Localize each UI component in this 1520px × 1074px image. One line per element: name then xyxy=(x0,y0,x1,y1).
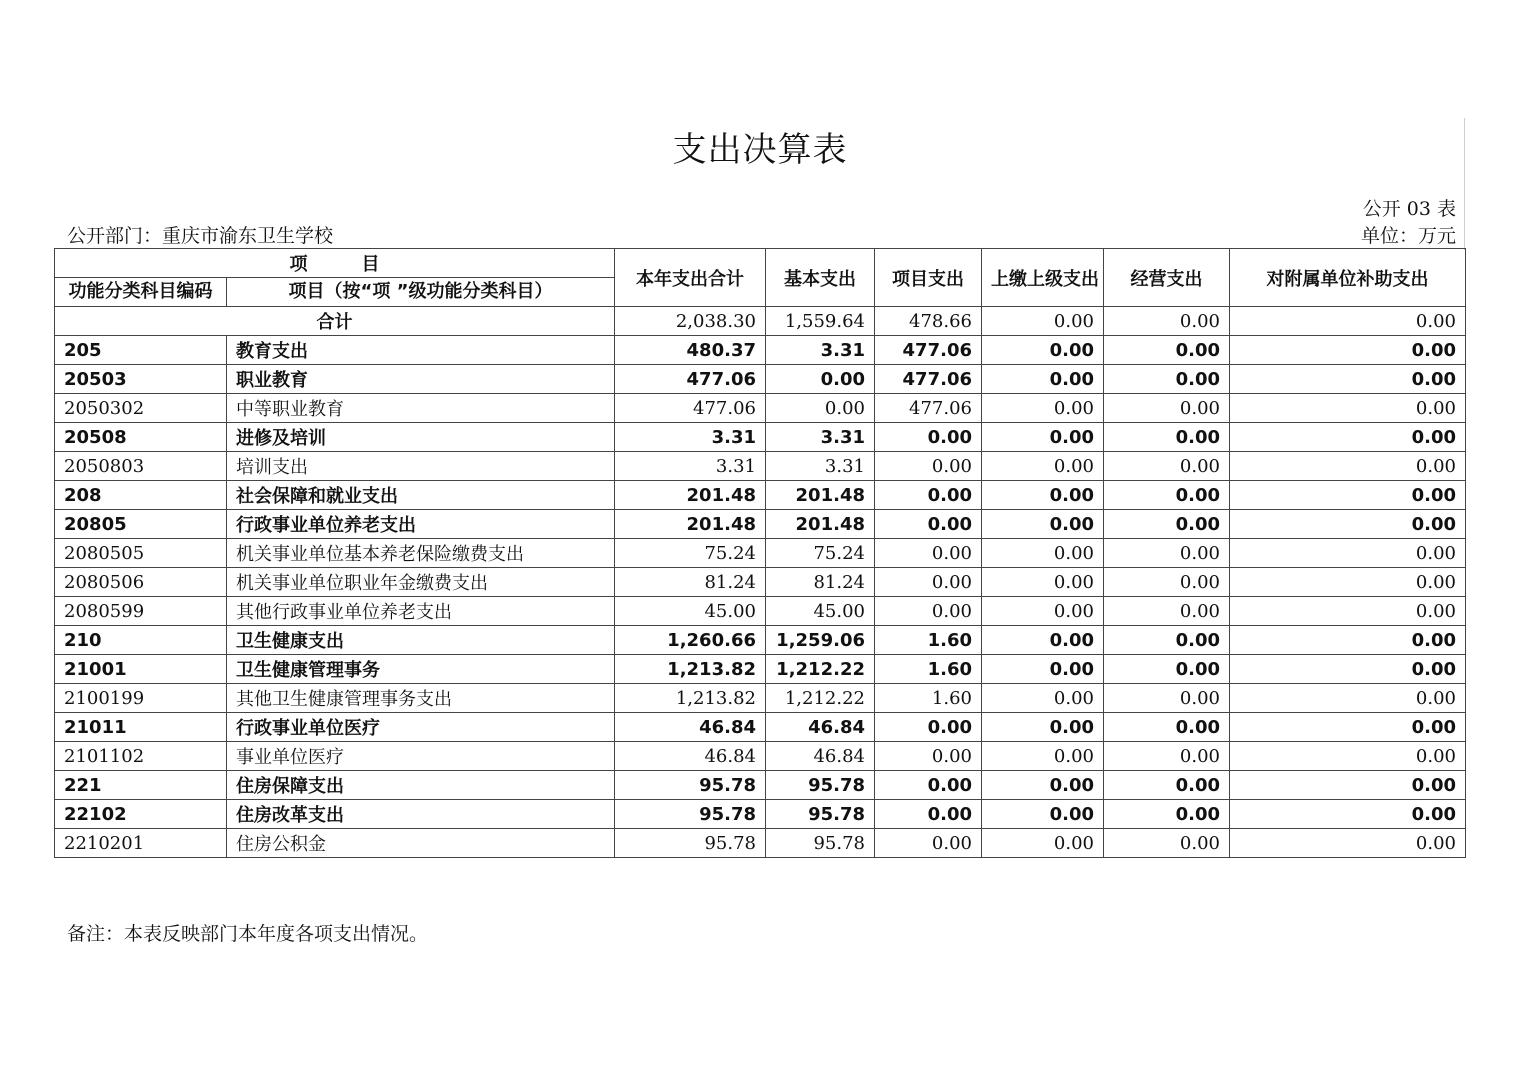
expenditure-table xyxy=(54,248,1466,858)
row-value: 0.00 xyxy=(875,771,982,800)
row-value: 480.37 xyxy=(615,336,766,365)
row-value: 0.00 xyxy=(875,597,982,626)
row-value: 0.00 xyxy=(875,800,982,829)
total-label: 合计 xyxy=(55,307,615,336)
row-value: 0.00 xyxy=(1230,394,1466,423)
table-row xyxy=(55,394,1466,423)
header-item-name: 项目（按“项 ”级功能分类科目） xyxy=(227,278,615,307)
table-row xyxy=(55,539,1466,568)
row-value: 0.00 xyxy=(982,742,1104,771)
row-value: 1,259.06 xyxy=(766,626,875,655)
row-value: 0.00 xyxy=(982,510,1104,539)
department-label: 公开部门：重庆市渝东卫生学校 xyxy=(67,225,334,247)
row-value: 0.00 xyxy=(1230,713,1466,742)
header-business: 经营支出 xyxy=(1104,249,1230,307)
row-value: 0.00 xyxy=(982,481,1104,510)
row-code: 2050803 xyxy=(55,452,227,481)
row-name: 住房保障支出 xyxy=(227,771,615,800)
row-value: 0.00 xyxy=(982,800,1104,829)
row-name: 住房公积金 xyxy=(227,829,615,858)
table-row xyxy=(55,510,1466,539)
row-code: 2050302 xyxy=(55,394,227,423)
table-row xyxy=(55,423,1466,452)
row-value: 201.48 xyxy=(766,510,875,539)
row-value: 0.00 xyxy=(875,742,982,771)
table-row xyxy=(55,829,1466,858)
row-value: 0.00 xyxy=(875,423,982,452)
row-value: 0.00 xyxy=(982,829,1104,858)
row-value: 477.06 xyxy=(615,365,766,394)
row-value: 0.00 xyxy=(1104,481,1230,510)
row-code: 2100199 xyxy=(55,684,227,713)
row-code: 210 xyxy=(55,626,227,655)
row-value: 95.78 xyxy=(766,829,875,858)
row-value: 46.84 xyxy=(615,742,766,771)
row-name: 培训支出 xyxy=(227,452,615,481)
row-name: 机关事业单位职业年金缴费支出 xyxy=(227,568,615,597)
row-value: 0.00 xyxy=(875,510,982,539)
row-value: 0.00 xyxy=(1104,655,1230,684)
row-value: 95.78 xyxy=(766,771,875,800)
table-row xyxy=(55,713,1466,742)
row-code: 205 xyxy=(55,336,227,365)
row-value: 0.00 xyxy=(875,568,982,597)
header-upper: 上缴上级支出 xyxy=(982,249,1104,307)
row-name: 行政事业单位养老支出 xyxy=(227,510,615,539)
row-code: 20805 xyxy=(55,510,227,539)
table-row xyxy=(55,481,1466,510)
table-row xyxy=(55,684,1466,713)
row-code: 22102 xyxy=(55,800,227,829)
row-code: 208 xyxy=(55,481,227,510)
row-value: 3.31 xyxy=(615,423,766,452)
row-value: 0.00 xyxy=(1230,597,1466,626)
total-value: 2,038.30 xyxy=(615,307,766,336)
row-value: 0.00 xyxy=(982,771,1104,800)
row-value: 3.31 xyxy=(615,452,766,481)
row-name: 中等职业教育 xyxy=(227,394,615,423)
row-value: 0.00 xyxy=(1104,742,1230,771)
row-value: 0.00 xyxy=(982,713,1104,742)
row-value: 0.00 xyxy=(1104,452,1230,481)
row-value: 75.24 xyxy=(615,539,766,568)
row-code: 2080505 xyxy=(55,539,227,568)
header-project-expense: 项目支出 xyxy=(875,249,982,307)
footnote: 备注：本表反映部门本年度各项支出情况。 xyxy=(67,923,429,945)
row-name: 机关事业单位基本养老保险缴费支出 xyxy=(227,539,615,568)
row-value: 1.60 xyxy=(875,626,982,655)
row-name: 卫生健康支出 xyxy=(227,626,615,655)
row-value: 0.00 xyxy=(982,597,1104,626)
row-value: 0.00 xyxy=(982,423,1104,452)
row-value: 0.00 xyxy=(1104,829,1230,858)
row-value: 0.00 xyxy=(766,365,875,394)
row-value: 0.00 xyxy=(982,365,1104,394)
table-row xyxy=(55,336,1466,365)
row-value: 0.00 xyxy=(1104,684,1230,713)
row-value: 3.31 xyxy=(766,423,875,452)
row-value: 0.00 xyxy=(1230,481,1466,510)
row-value: 201.48 xyxy=(615,510,766,539)
row-value: 1,213.82 xyxy=(615,655,766,684)
row-value: 0.00 xyxy=(1230,452,1466,481)
row-value: 95.78 xyxy=(615,771,766,800)
row-value: 0.00 xyxy=(1230,655,1466,684)
row-value: 45.00 xyxy=(615,597,766,626)
row-value: 0.00 xyxy=(1230,568,1466,597)
table-row xyxy=(55,597,1466,626)
row-value: 0.00 xyxy=(982,655,1104,684)
row-value: 95.78 xyxy=(615,800,766,829)
row-value: 477.06 xyxy=(615,394,766,423)
row-value: 0.00 xyxy=(1104,713,1230,742)
row-value: 0.00 xyxy=(1104,800,1230,829)
row-value: 0.00 xyxy=(1230,510,1466,539)
table-row xyxy=(55,365,1466,394)
row-value: 1,213.82 xyxy=(615,684,766,713)
header-total: 本年支出合计 xyxy=(615,249,766,307)
row-value: 95.78 xyxy=(766,800,875,829)
row-name: 教育支出 xyxy=(227,336,615,365)
row-value: 3.31 xyxy=(766,336,875,365)
row-value: 0.00 xyxy=(766,394,875,423)
row-value: 0.00 xyxy=(1230,365,1466,394)
row-value: 81.24 xyxy=(615,568,766,597)
table-row xyxy=(55,800,1466,829)
row-value: 477.06 xyxy=(875,394,982,423)
header-basic: 基本支出 xyxy=(766,249,875,307)
row-value: 95.78 xyxy=(615,829,766,858)
row-value: 0.00 xyxy=(875,829,982,858)
total-value: 0.00 xyxy=(982,307,1104,336)
row-value: 46.84 xyxy=(615,713,766,742)
row-value: 0.00 xyxy=(1104,510,1230,539)
table-row xyxy=(55,452,1466,481)
row-value: 0.00 xyxy=(982,539,1104,568)
form-number: 公开 03 表 xyxy=(1362,198,1456,220)
row-code: 20508 xyxy=(55,423,227,452)
row-value: 46.84 xyxy=(766,742,875,771)
row-value: 46.84 xyxy=(766,713,875,742)
total-value: 478.66 xyxy=(875,307,982,336)
table-row xyxy=(55,568,1466,597)
row-value: 0.00 xyxy=(982,394,1104,423)
header-project: 项 目 xyxy=(55,249,615,278)
row-value: 0.00 xyxy=(1230,336,1466,365)
row-value: 0.00 xyxy=(1104,539,1230,568)
row-name: 行政事业单位医疗 xyxy=(227,713,615,742)
row-value: 0.00 xyxy=(982,336,1104,365)
total-value: 0.00 xyxy=(1104,307,1230,336)
row-value: 3.31 xyxy=(766,452,875,481)
row-value: 0.00 xyxy=(875,481,982,510)
row-value: 0.00 xyxy=(1104,365,1230,394)
row-value: 81.24 xyxy=(766,568,875,597)
page-title: 支出决算表 xyxy=(672,130,848,170)
row-name: 职业教育 xyxy=(227,365,615,394)
row-value: 0.00 xyxy=(1104,336,1230,365)
row-name: 住房改革支出 xyxy=(227,800,615,829)
row-value: 1.60 xyxy=(875,684,982,713)
row-code: 20503 xyxy=(55,365,227,394)
row-value: 0.00 xyxy=(1230,684,1466,713)
row-value: 0.00 xyxy=(1104,626,1230,655)
row-value: 0.00 xyxy=(1104,771,1230,800)
row-value: 0.00 xyxy=(875,713,982,742)
row-value: 0.00 xyxy=(1230,626,1466,655)
row-value: 0.00 xyxy=(982,452,1104,481)
row-value: 477.06 xyxy=(875,336,982,365)
row-value: 201.48 xyxy=(766,481,875,510)
row-code: 221 xyxy=(55,771,227,800)
header-func-code: 功能分类科目编码 xyxy=(55,278,227,307)
table-row xyxy=(55,771,1466,800)
row-code: 2210201 xyxy=(55,829,227,858)
header-subsidiary: 对附属单位补助支出 xyxy=(1230,249,1466,307)
row-value: 0.00 xyxy=(1230,771,1466,800)
row-value: 1.60 xyxy=(875,655,982,684)
row-code: 21011 xyxy=(55,713,227,742)
row-value: 0.00 xyxy=(1104,568,1230,597)
row-value: 0.00 xyxy=(1230,829,1466,858)
row-value: 0.00 xyxy=(982,626,1104,655)
row-value: 477.06 xyxy=(875,365,982,394)
row-value: 0.00 xyxy=(1104,423,1230,452)
row-code: 21001 xyxy=(55,655,227,684)
row-value: 0.00 xyxy=(1230,742,1466,771)
row-code: 2101102 xyxy=(55,742,227,771)
unit-label: 单位：万元 xyxy=(1360,225,1456,247)
row-code: 2080599 xyxy=(55,597,227,626)
table-row xyxy=(55,742,1466,771)
row-name: 社会保障和就业支出 xyxy=(227,481,615,510)
table-row xyxy=(55,655,1466,684)
row-value: 0.00 xyxy=(1230,423,1466,452)
row-value: 0.00 xyxy=(1104,394,1230,423)
table-row xyxy=(55,626,1466,655)
total-row xyxy=(55,307,1466,336)
row-value: 0.00 xyxy=(982,568,1104,597)
row-value: 1,260.66 xyxy=(615,626,766,655)
table-body xyxy=(55,307,1466,858)
row-value: 201.48 xyxy=(615,481,766,510)
row-value: 0.00 xyxy=(982,684,1104,713)
row-value: 1,212.22 xyxy=(766,684,875,713)
row-value: 0.00 xyxy=(1230,539,1466,568)
row-value: 0.00 xyxy=(1104,597,1230,626)
row-value: 75.24 xyxy=(766,539,875,568)
row-code: 2080506 xyxy=(55,568,227,597)
row-value: 0.00 xyxy=(875,452,982,481)
total-value: 0.00 xyxy=(1230,307,1466,336)
row-value: 0.00 xyxy=(875,539,982,568)
row-name: 进修及培训 xyxy=(227,423,615,452)
row-name: 其他行政事业单位养老支出 xyxy=(227,597,615,626)
row-name: 事业单位医疗 xyxy=(227,742,615,771)
row-name: 其他卫生健康管理事务支出 xyxy=(227,684,615,713)
row-value: 45.00 xyxy=(766,597,875,626)
row-value: 0.00 xyxy=(1230,800,1466,829)
row-value: 1,212.22 xyxy=(766,655,875,684)
row-name: 卫生健康管理事务 xyxy=(227,655,615,684)
total-value: 1,559.64 xyxy=(766,307,875,336)
